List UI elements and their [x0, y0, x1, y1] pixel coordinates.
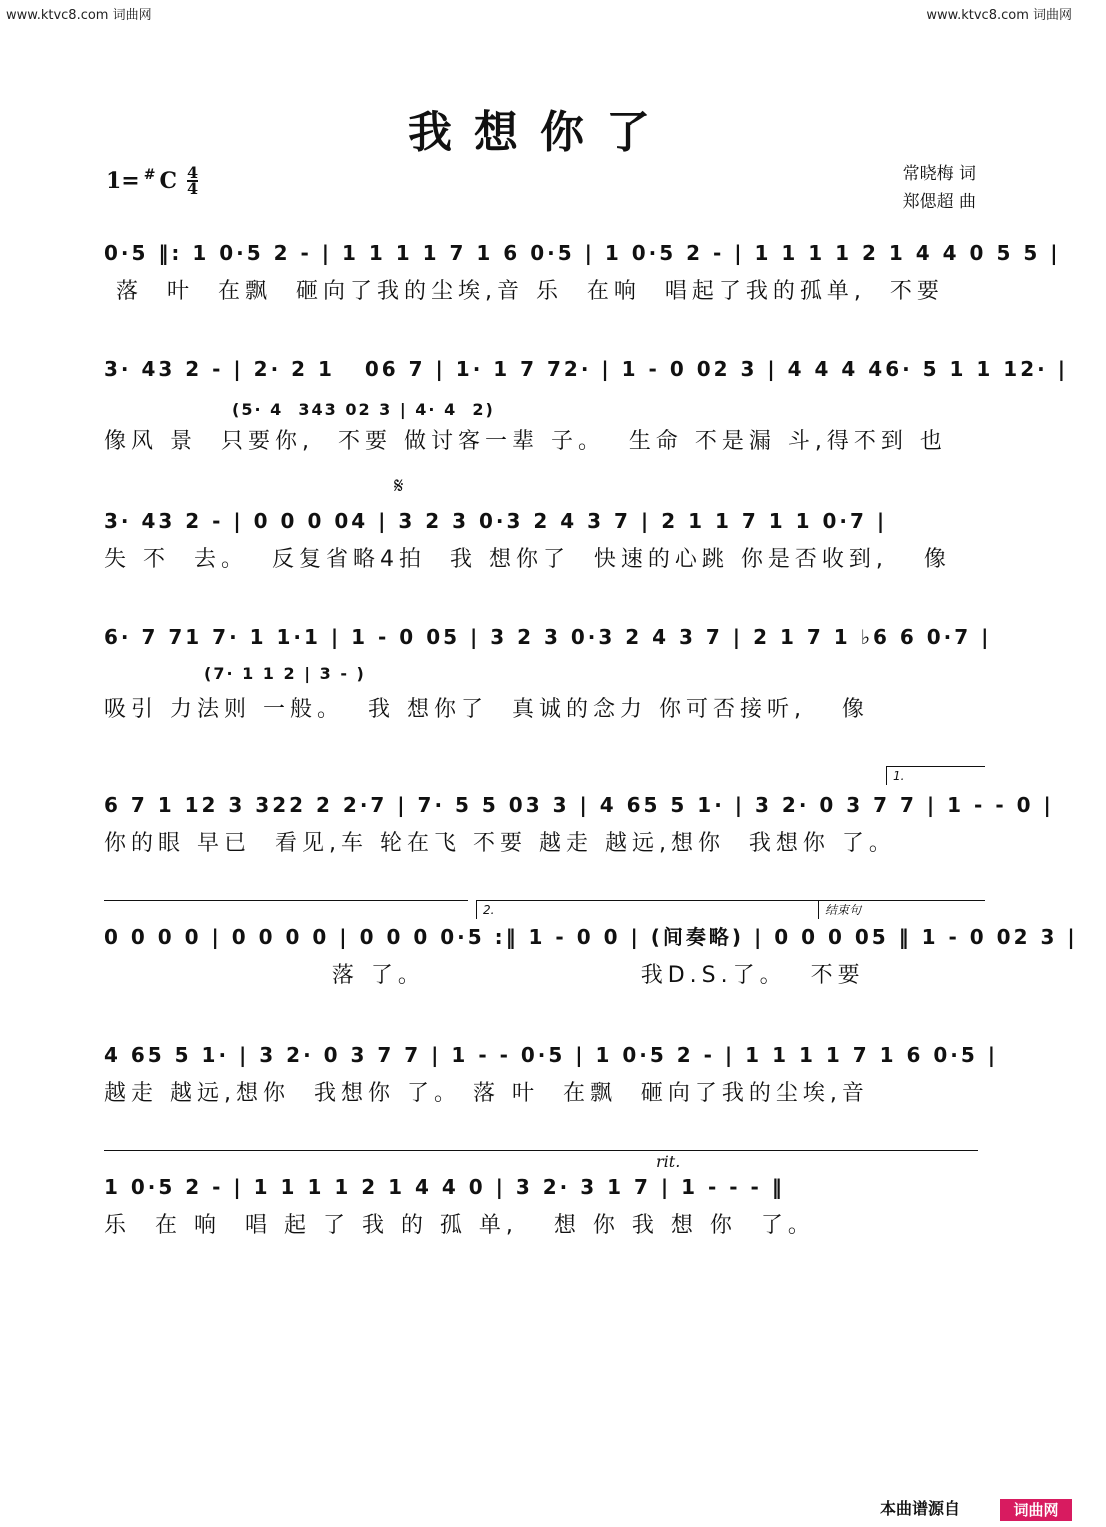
segno-sign: 𝄋: [394, 474, 404, 499]
footer-source: 本曲谱源自: [879, 1499, 960, 1518]
notes-line: 3· 43 2 - | 0 0 0 04 | 3 2 3 0·3 2 4 3 7 | 2 1 1 7 1 1 0·7 |: [104, 509, 888, 533]
notes-line: 6 7 1 12 3 322 2 2·7 | 7· 5 5 03 3 | 4 65 5 1· | 3 2· 0 3 7 7 | 1 - - 0 |: [104, 793, 1054, 817]
header-right-url: www.ktvc8.com 词曲网: [926, 8, 1072, 23]
notes-line: 4 65 5 1· | 3 2· 0 3 7 7 | 1 - - 0·5 | 1 0·5 2 - | 1 1 1 1 7 1 6 0·5 |: [104, 1043, 999, 1067]
second-ending-bracket: 2.: [476, 900, 821, 919]
ending-phrase-bracket: 结束句: [818, 900, 985, 919]
time-top: 4: [187, 163, 199, 182]
footer-logo: 词曲网: [1000, 1499, 1072, 1521]
notes-line: 0 0 0 0 | 0 0 0 0 | 0 0 0 0·5 :‖ 1 - 0 0 | (间奏略) | 0 0 0 05 ‖ 1 - 0 02 3 |: [104, 925, 1078, 949]
lyrics-line: 吸引 力法则 一般。 我 想你了 真诚的念力 你可否接听, 像: [104, 697, 869, 722]
composer: 郑偲超 曲: [902, 192, 976, 212]
lyrics-line: 你的眼 早已 看见,车 轮在飞 不要 越走 越远,想你 我想你 了。: [104, 831, 896, 856]
ritardando-mark: rit.: [656, 1152, 681, 1171]
header-left-url: www.ktvc8.com 词曲网: [6, 8, 152, 23]
notes-secondary-line: (7· 1 1 2 | 3 - ): [204, 664, 366, 683]
lyrics-line: 落 了。 我D.S.了。 不要: [104, 963, 865, 988]
key-note: C: [159, 168, 177, 194]
time-bottom: 4: [187, 179, 199, 198]
time-signature: [187, 163, 199, 198]
credits: [903, 160, 976, 216]
lyrics-line: 乐 在 响 唱 起 了 我 的 孤 单, 想 你 我 想 你 了。: [104, 1213, 815, 1238]
notes-secondary-line: (5· 4 343 02 3 | 4· 4 2): [232, 400, 495, 419]
song-title: 我想你了: [408, 107, 672, 158]
sharp-symbol: #: [143, 167, 156, 183]
notes-line: 3· 43 2 - | 2· 2 1 06 7 | 1· 1 7 72· | 1 - 0 02 3 | 4 4 4 46· 5 1 1 12· |: [104, 357, 1069, 381]
notes-line: 0·5 ‖: 1 0·5 2 - | 1 1 1 1 7 1 6 0·5 | 1 0·5 2 - | 1 1 1 1 2 1 4 4 0 5 5 |: [104, 241, 1061, 265]
repeat-line: [104, 900, 468, 901]
lyricist: 常晓梅 词: [902, 164, 976, 184]
key-prefix: 1=: [106, 168, 140, 194]
key-signature: [106, 163, 199, 198]
system-line: [104, 1150, 978, 1151]
lyrics-line: 越走 越远,想你 我想你 了。 落 叶 在飘 砸向了我的尘埃,音: [104, 1081, 869, 1106]
lyrics-line: 像风 景 只要你, 不要 做讨客一辈 子。 生命 不是漏 斗,得不到 也: [104, 429, 947, 454]
first-ending-bracket: 1.: [886, 766, 985, 785]
lyrics-line: 落 叶 在飘 砸向了我的尘埃,音 乐 在响 唱起了我的孤单, 不要: [104, 279, 944, 304]
notes-line: 1 0·5 2 - | 1 1 1 1 2 1 4 4 0 | 3 2· 3 1 7 | 1 - - - ‖: [104, 1175, 785, 1199]
lyrics-line: 失 不 去。 反复省略4拍 我 想你了 快速的心跳 你是否收到, 像: [104, 547, 951, 572]
notes-line: 6· 7 71 7· 1 1·1 | 1 - 0 05 | 3 2 3 0·3 2 4 3 7 | 2 1 7 1 ♭6 6 0·7 |: [104, 625, 992, 649]
